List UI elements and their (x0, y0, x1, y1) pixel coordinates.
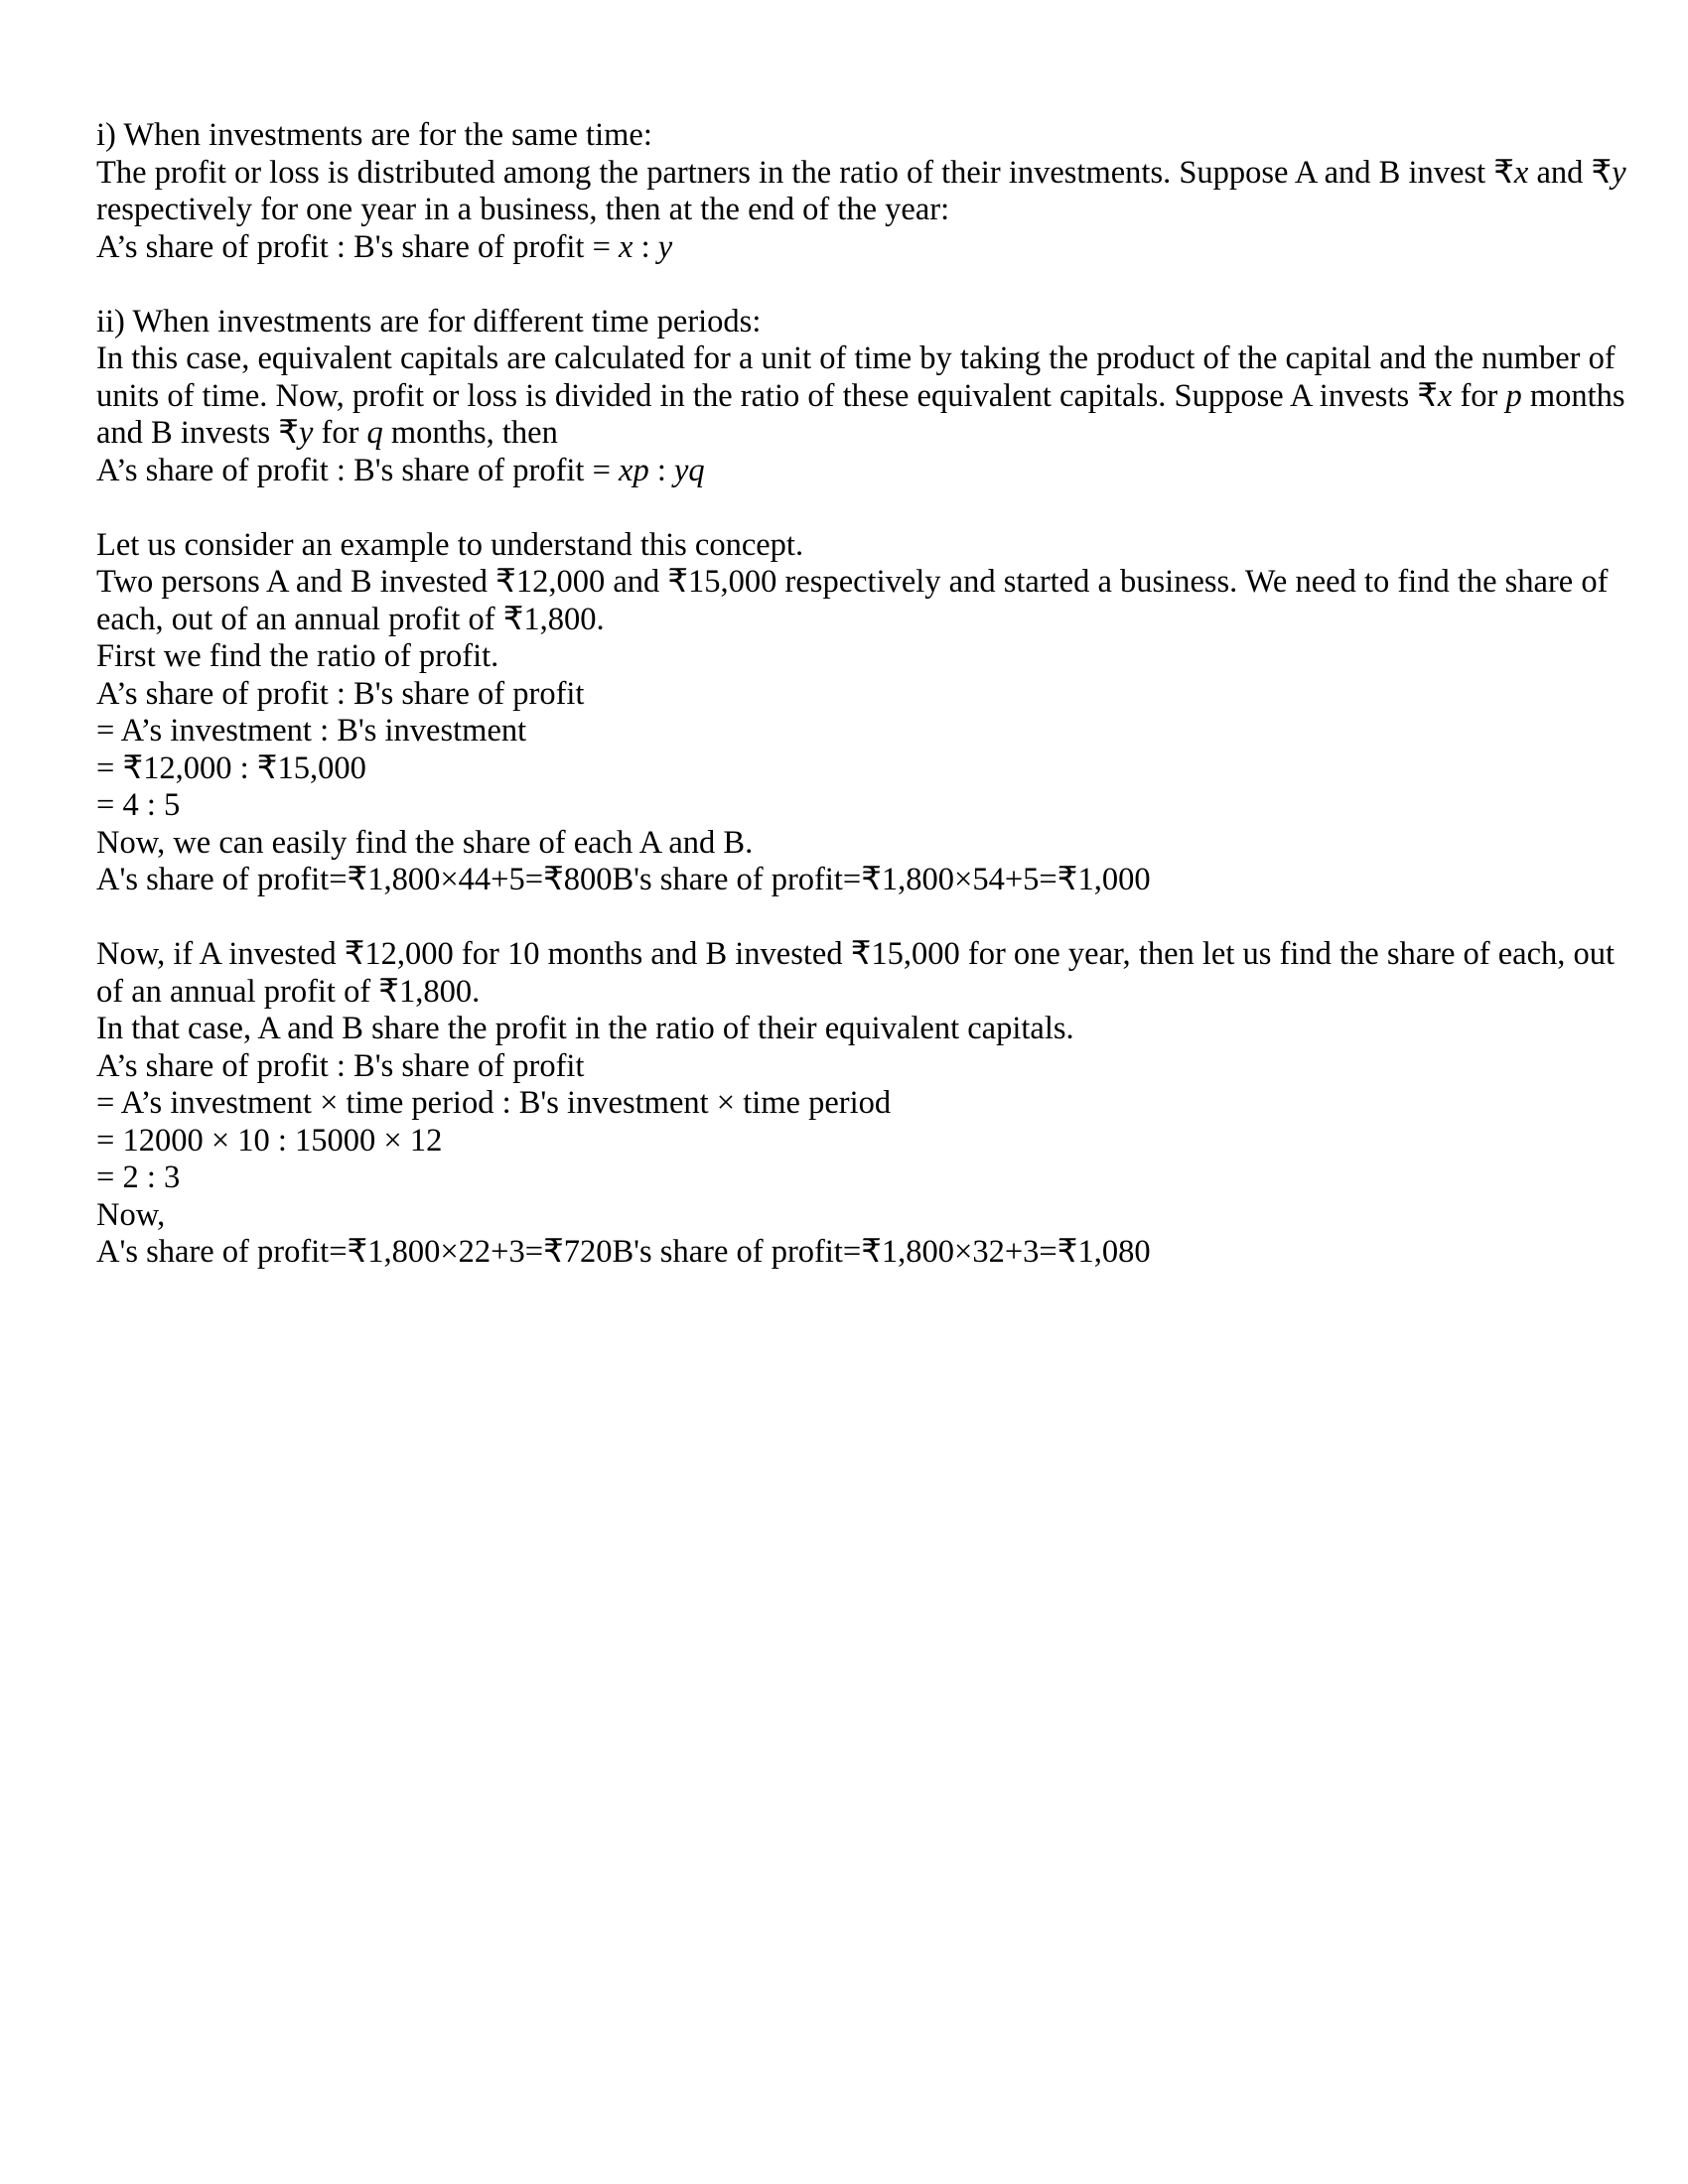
text-run: for (1452, 377, 1506, 414)
section-example-different-time (96, 936, 1645, 1272)
solution-line: First we find the ratio of profit. (96, 638, 499, 674)
variable-y: y (298, 415, 314, 451)
variable-p: p (1505, 377, 1522, 414)
variable-y: y (657, 228, 673, 265)
solution-line: = ₹12,000 : ₹15,000 (96, 750, 366, 786)
variable-x: x (1513, 154, 1529, 191)
text-run: The profit or loss is distributed among the partners in the ratio of their investments. Suppose A and B invest ₹ (96, 154, 1514, 191)
ratio-formula (96, 453, 1645, 490)
variable-q: q (366, 415, 383, 451)
paragraph (96, 155, 1645, 229)
solution-line: = A’s investment : B's investment (96, 713, 527, 749)
solution-line: = 2 : 3 (96, 1160, 181, 1195)
text-run: months and B invests ₹ (96, 377, 1625, 451)
variable-yq: yq (674, 452, 705, 488)
solution-line: A’s share of profit : B's share of profit (96, 675, 585, 712)
text-run: A’s share of profit : B's share of profit = (96, 452, 620, 488)
text-run: months, then (382, 415, 558, 451)
text-run: and ₹ (1528, 154, 1613, 191)
section-example-same-time (96, 527, 1645, 899)
section-same-time (96, 117, 1645, 266)
example-problem: Two persons A and B invested ₹12,000 and ₹15,000 respectively and started a business. We need to find the share of each, out of an annual profit of ₹1,800. (96, 564, 1609, 637)
text-run: : (648, 452, 674, 488)
example-intro: Let us consider an example to understand this concept. (96, 526, 804, 563)
solution-result: A's share of profit=₹1,800×22+3=₹720B's share of profit=₹1,800×32+3=₹1,080 (96, 1234, 1151, 1270)
solution-line: = 4 : 5 (96, 787, 181, 823)
text-run: In this case, equivalent capitals are calculated for a unit of time by taking the product of the capital and the number of units of time. Now, profit or loss is divided in the ratio of these equivalent capitals. Suppose A invests ₹ (96, 341, 1616, 414)
paragraph (96, 341, 1645, 453)
solution-line: Now, (96, 1196, 166, 1233)
ratio-formula (96, 229, 1645, 267)
variable-x: x (1437, 377, 1453, 414)
text-run: : (633, 228, 658, 265)
solution-line: = A’s investment × time period : B's investment × time period (96, 1085, 892, 1121)
solution-line: Now, we can easily find the share of each A and B. (96, 824, 754, 861)
variable-x: x (619, 228, 633, 265)
solution-line: In that case, A and B share the profit in the ratio of their equivalent capitals. (96, 1011, 1074, 1046)
solution-result: A's share of profit=₹1,800×44+5=₹800B's share of profit=₹1,800×54+5=₹1,000 (96, 862, 1151, 897)
solution-line: = 12000 × 10 : 15000 × 12 (96, 1122, 443, 1159)
example-problem: Now, if A invested ₹12,000 for 10 months and B invested ₹15,000 for one year, then let us find the share of each, out of an annual profit of ₹1,800. (96, 936, 1616, 1010)
text-run: for (313, 415, 367, 451)
variable-xp: xp (619, 452, 649, 488)
section-different-time (96, 304, 1645, 490)
document-page (96, 117, 1645, 1308)
text-run: A’s share of profit : B's share of profit = (96, 228, 620, 265)
variable-y: y (1612, 154, 1626, 191)
solution-line: A’s share of profit : B's share of profit (96, 1047, 585, 1084)
section-heading: i) When investments are for the same time: (96, 117, 652, 153)
text-run: respectively for one year in a business, then at the end of the year: (96, 192, 950, 227)
section-heading: ii) When investments are for different time periods: (96, 303, 762, 340)
